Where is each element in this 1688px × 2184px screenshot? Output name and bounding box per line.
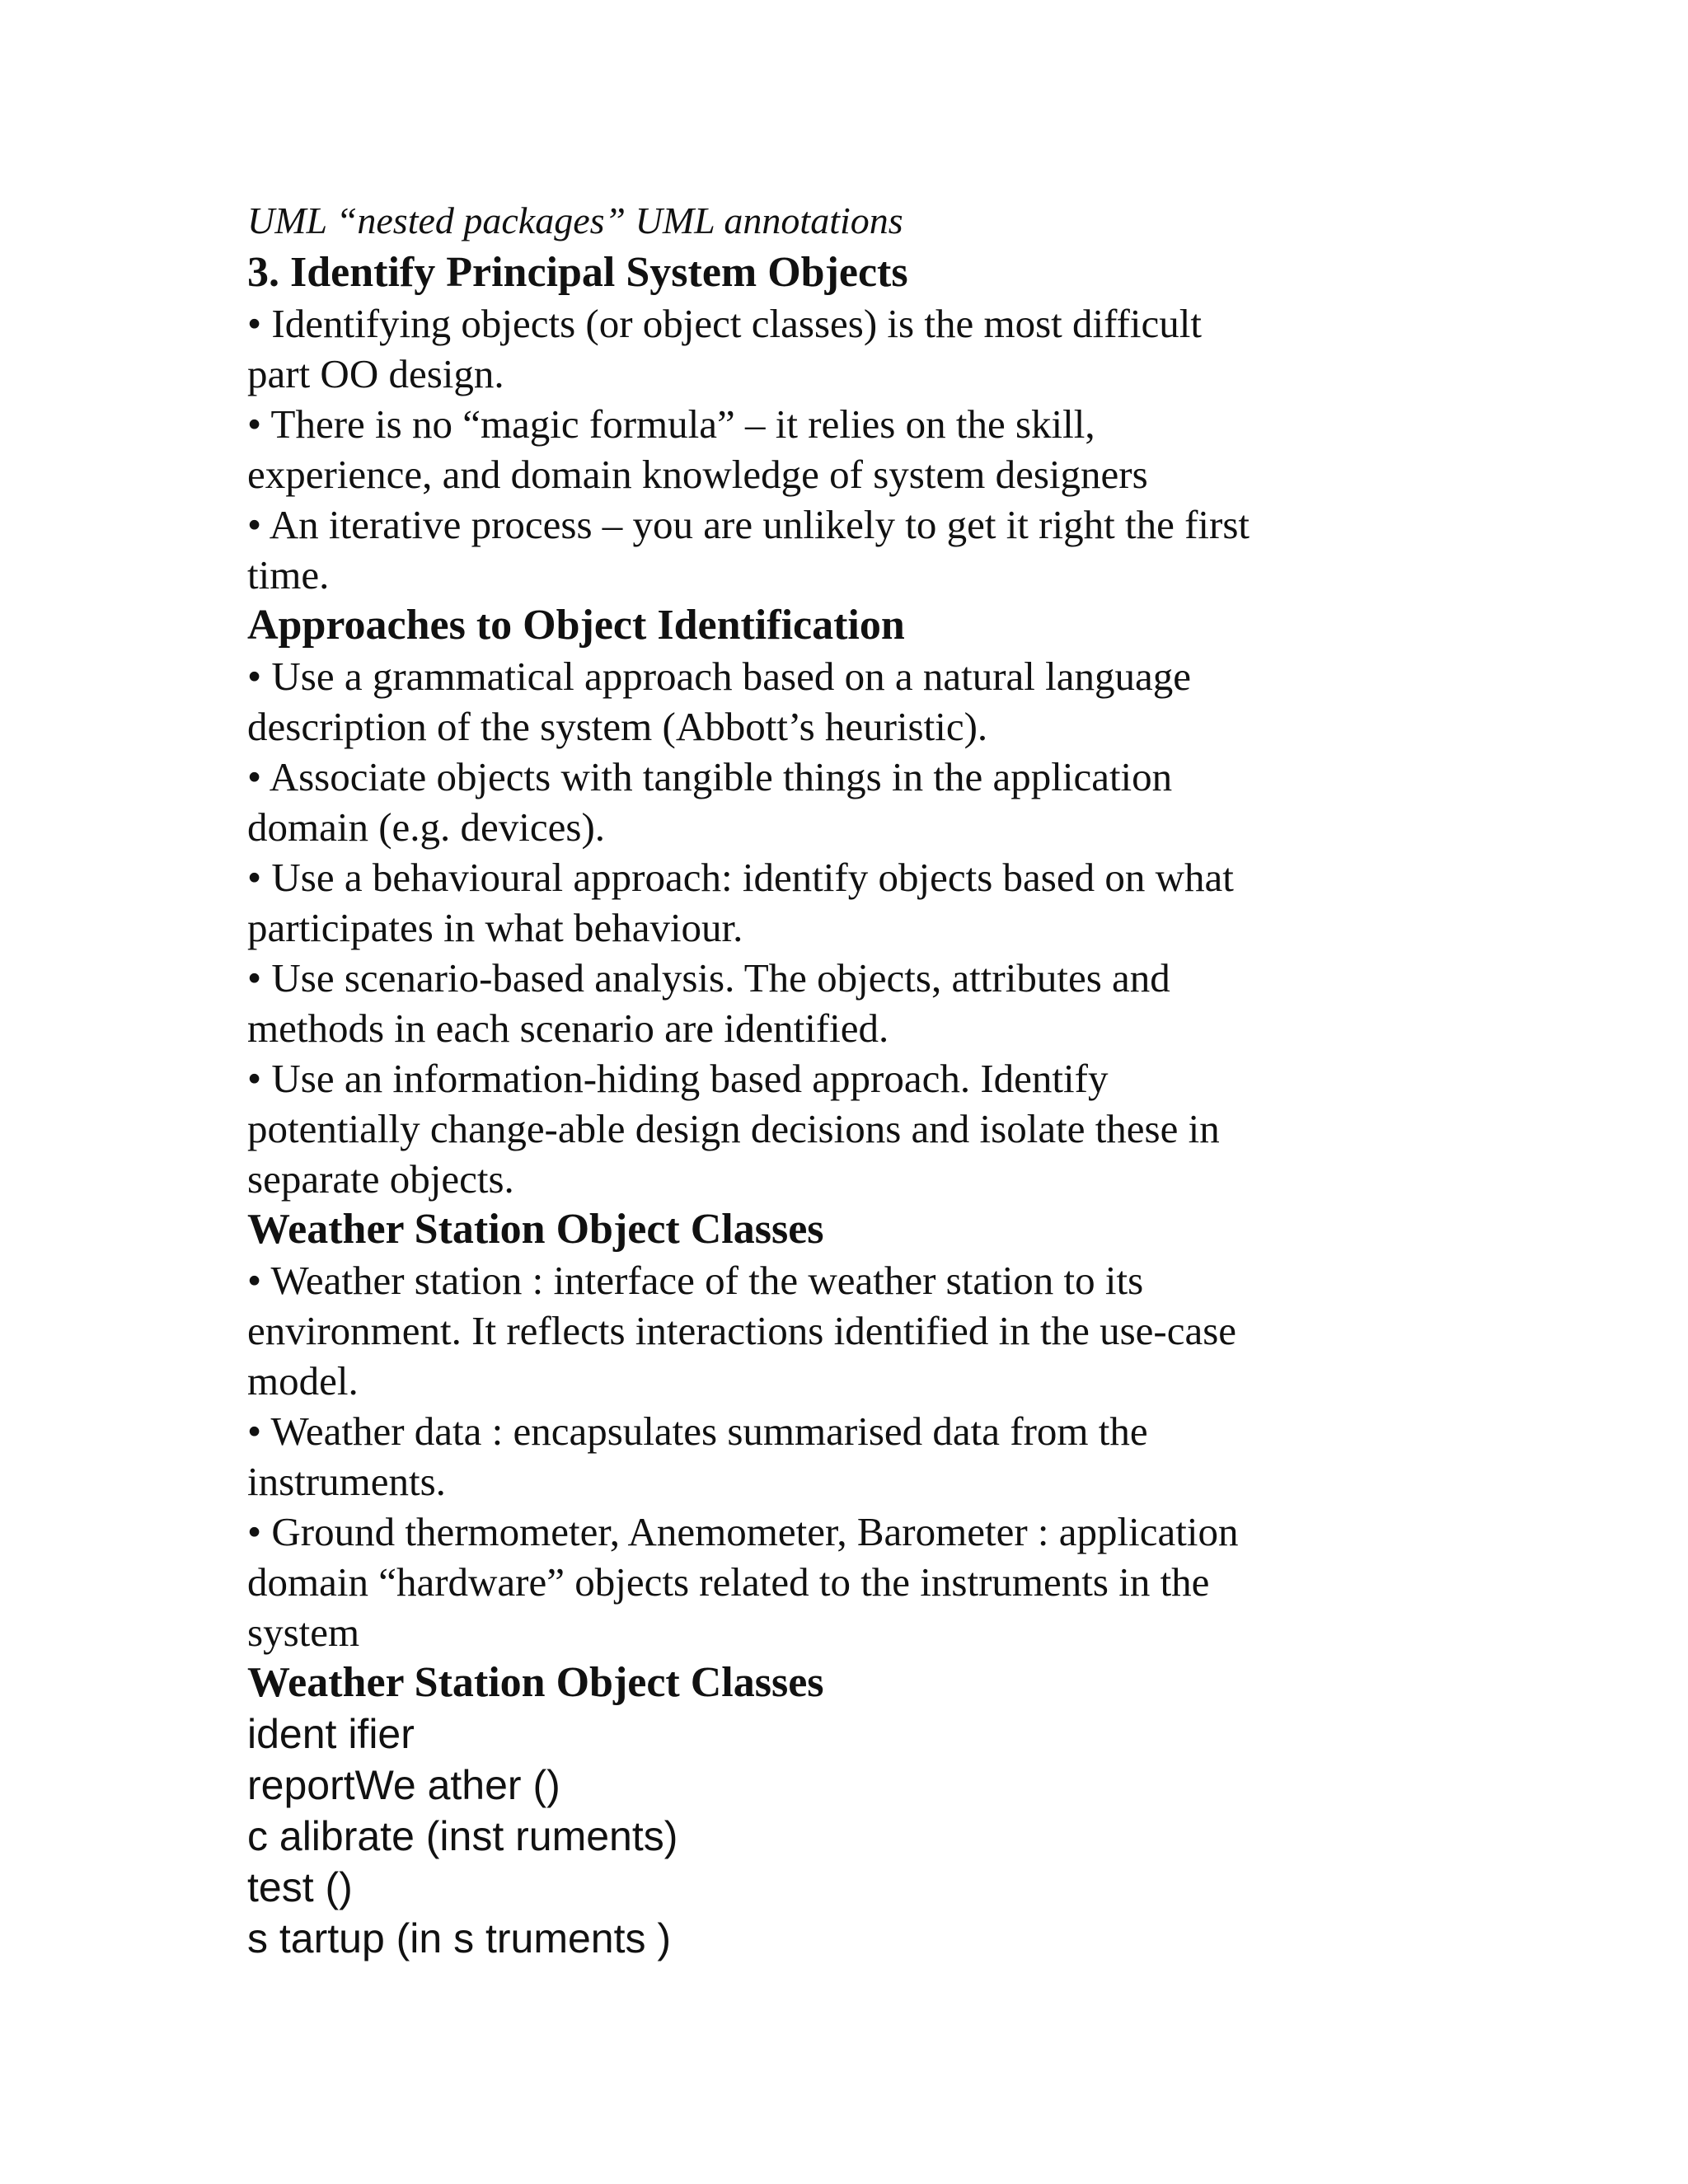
paragraph-line: potentially change-able design decisions and isolate these in — [247, 1106, 1220, 1151]
paragraph-line: • Associate objects with tangible things in the application — [247, 754, 1173, 799]
class-member-line: test () — [247, 1864, 353, 1910]
paragraph-line: • Weather station : interface of the weather station to its — [247, 1258, 1144, 1303]
paragraph-line: description of the system (Abbott’s heuristic). — [247, 704, 988, 749]
paragraph-line: instruments. — [247, 1459, 446, 1504]
paragraph-line: • There is no “magic formula” – it relies on the skill, — [247, 401, 1095, 447]
paragraph-line: system — [247, 1610, 360, 1655]
section-heading-approaches: Approaches to Object Identification — [247, 602, 905, 649]
section-heading-weather-classes: Weather Station Object Classes — [247, 1206, 824, 1253]
class-member-line: ident ifier — [247, 1711, 415, 1757]
paragraph-line: • Weather data : encapsulates summarised data from the — [247, 1408, 1148, 1454]
class-member-line: s tartup (in s truments ) — [247, 1915, 672, 1961]
paragraph-line: • Identifying objects (or object classes) is the most difficult — [247, 301, 1202, 346]
paragraph-line: domain “hardware” objects related to the instruments in the — [247, 1559, 1210, 1605]
section-heading-identify-objects: 3. Identify Principal System Objects — [247, 249, 908, 296]
paragraph-line: environment. It reflects interactions identified in the use-case — [247, 1308, 1237, 1353]
paragraph-line: • Ground thermometer, Anemometer, Barometer : application — [247, 1509, 1239, 1554]
class-member-line: reportWe ather () — [247, 1762, 560, 1808]
paragraph-line: • Use a grammatical approach based on a natural language — [247, 654, 1192, 699]
paragraph-line: part OO design. — [247, 351, 504, 396]
paragraph-line: • Use a behavioural approach: identify objects based on what — [247, 855, 1234, 900]
paragraph-line: • An iterative process – you are unlikely to get it right the first — [247, 502, 1250, 547]
paragraph-line: separate objects. — [247, 1156, 514, 1202]
paragraph-line: experience, and domain knowledge of system designers — [247, 452, 1148, 497]
paragraph-line: • Use scenario-based analysis. The objects, attributes and — [247, 955, 1170, 1001]
paragraph-line: time. — [247, 552, 330, 598]
paragraph-line: methods in each scenario are identified. — [247, 1005, 889, 1051]
figure-caption: UML “nested packages” UML annotations — [247, 199, 903, 241]
section-heading-weather-classes-2: Weather Station Object Classes — [247, 1659, 824, 1706]
paragraph-line: • Use an information-hiding based approach. Identify — [247, 1056, 1109, 1101]
paragraph-line: participates in what behaviour. — [247, 905, 743, 950]
paragraph-line: model. — [247, 1358, 359, 1404]
document-body — [247, 196, 1352, 1964]
paragraph-line: domain (e.g. devices). — [247, 804, 606, 850]
class-member-line: c alibrate (inst ruments) — [247, 1813, 678, 1859]
